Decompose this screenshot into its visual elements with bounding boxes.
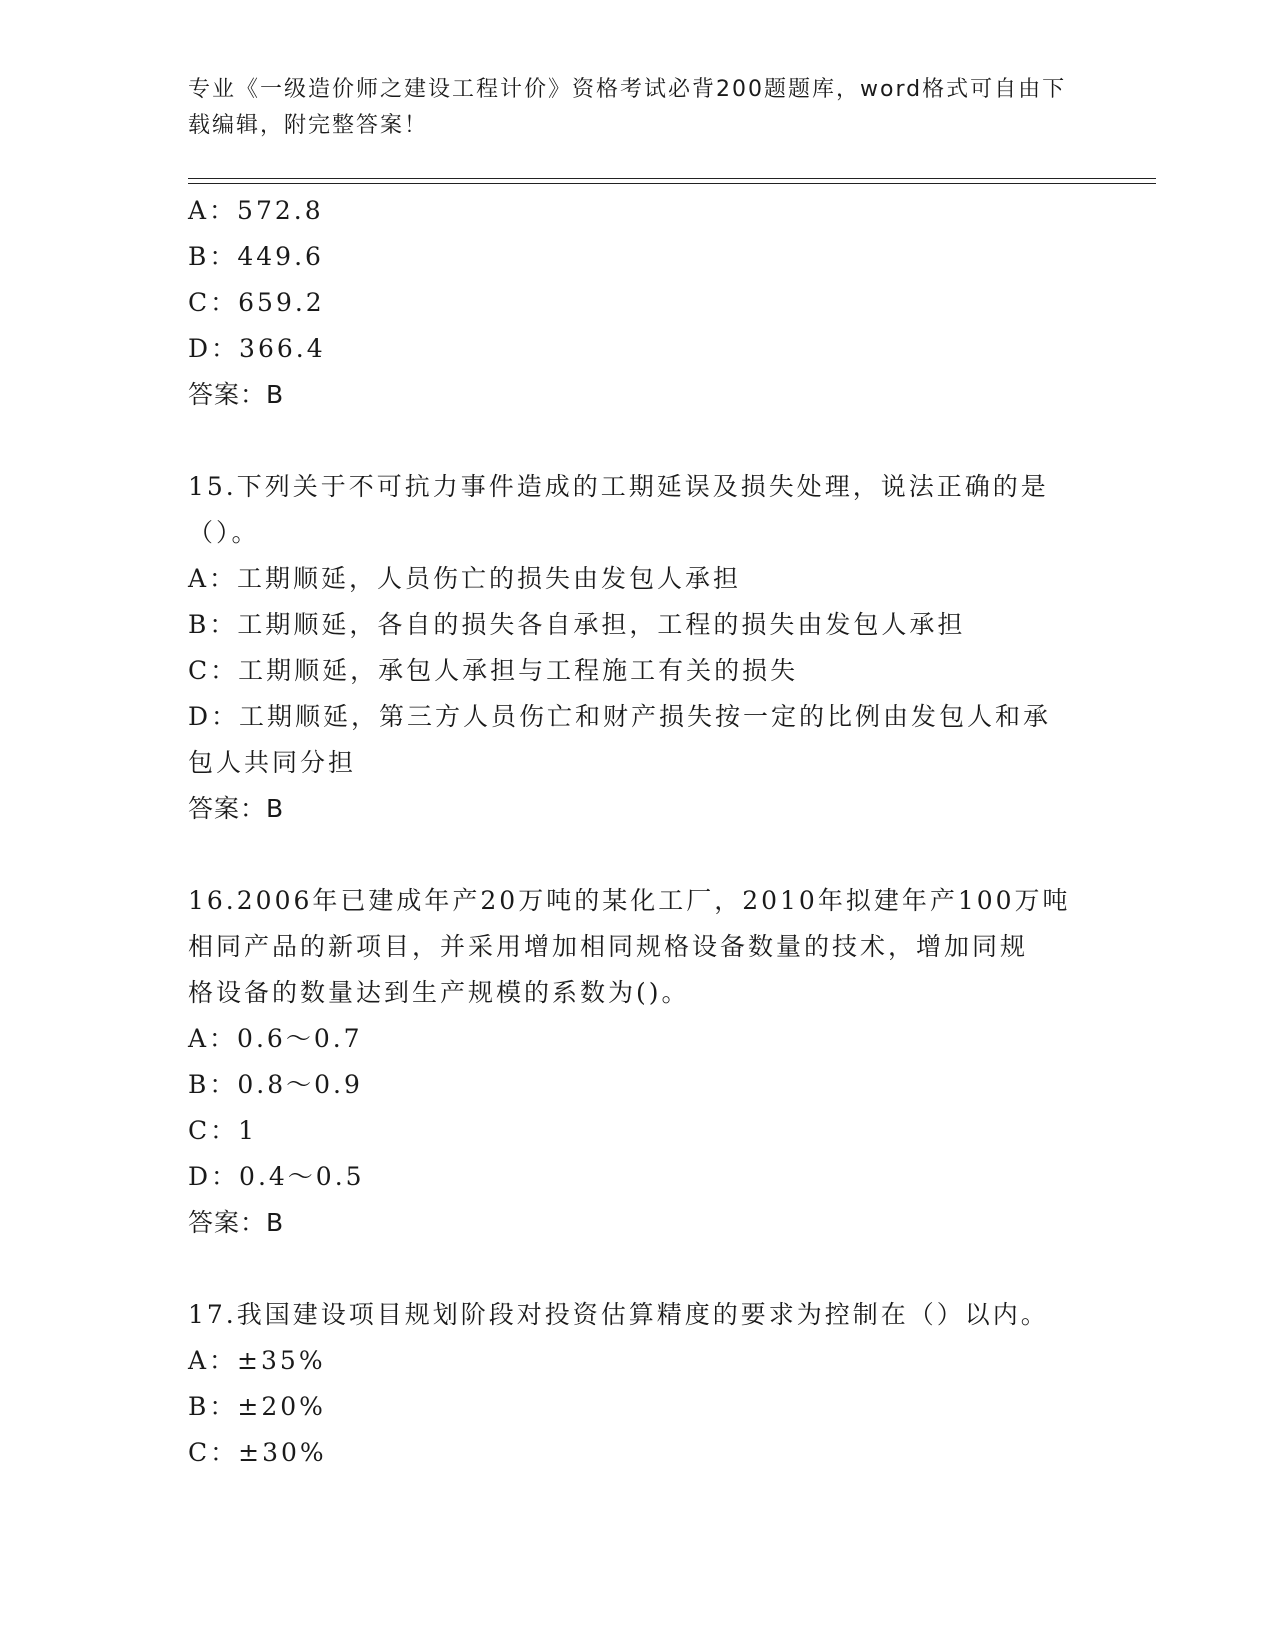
option-c: C：工期顺延，承包人承担与工程施工有关的损失 xyxy=(188,656,799,685)
question-stem-cont: 相同产品的新项目，并采用增加相同规格设备数量的技术，增加同规 xyxy=(188,932,1029,961)
option-d: D：0.4～0.5 xyxy=(188,1162,365,1191)
header-rule-bottom xyxy=(188,183,1156,184)
header-rule-top xyxy=(188,178,1156,179)
question-list xyxy=(188,188,1088,1476)
option-c: C：659.2 xyxy=(188,288,325,317)
question-stem-cont: （）。 xyxy=(188,518,260,547)
option-b: B：0.8～0.9 xyxy=(188,1070,363,1099)
question-17 xyxy=(188,1292,1088,1476)
option-c: C：1 xyxy=(188,1116,258,1145)
option-b: B：工期顺延，各自的损失各自承担，工程的损失由发包人承担 xyxy=(188,610,966,639)
answer: 答案：B xyxy=(188,380,285,409)
option-b: B：449.6 xyxy=(188,242,324,271)
option-d: D：工期顺延，第三方人员伤亡和财产损失按一定的比例由发包人和承 xyxy=(188,702,1052,731)
option-a: A：±35% xyxy=(188,1346,326,1375)
question-stem: 15.下列关于不可抗力事件造成的工期延误及损失处理，说法正确的是 xyxy=(188,472,1049,501)
option-a: A：572.8 xyxy=(188,196,324,225)
question-14 xyxy=(188,188,1088,418)
question-16 xyxy=(188,878,1088,1246)
option-a: A：工期顺延，人员伤亡的损失由发包人承担 xyxy=(188,564,742,593)
answer: 答案：B xyxy=(188,794,285,823)
option-a: A：0.6～0.7 xyxy=(188,1024,363,1053)
question-stem: 17.我国建设项目规划阶段对投资估算精度的要求为控制在（）以内。 xyxy=(188,1300,1049,1329)
document-header: 专业《一级造价师之建设工程计价》资格考试必背200题题库，word格式可自由下载编辑，附完整答案！ xyxy=(188,77,1067,138)
option-b: B：±20% xyxy=(188,1392,326,1421)
option-c: C：±30% xyxy=(188,1438,327,1467)
answer: 答案：B xyxy=(188,1208,285,1237)
question-stem-cont-2: 格设备的数量达到生产规模的系数为()。 xyxy=(188,978,690,1007)
question-stem: 16.2006年已建成年产20万吨的某化工厂，2010年拟建年产100万吨 xyxy=(188,886,1071,915)
question-15 xyxy=(188,464,1088,832)
option-d: D：366.4 xyxy=(188,334,326,363)
option-d-cont: 包人共同分担 xyxy=(188,748,357,777)
